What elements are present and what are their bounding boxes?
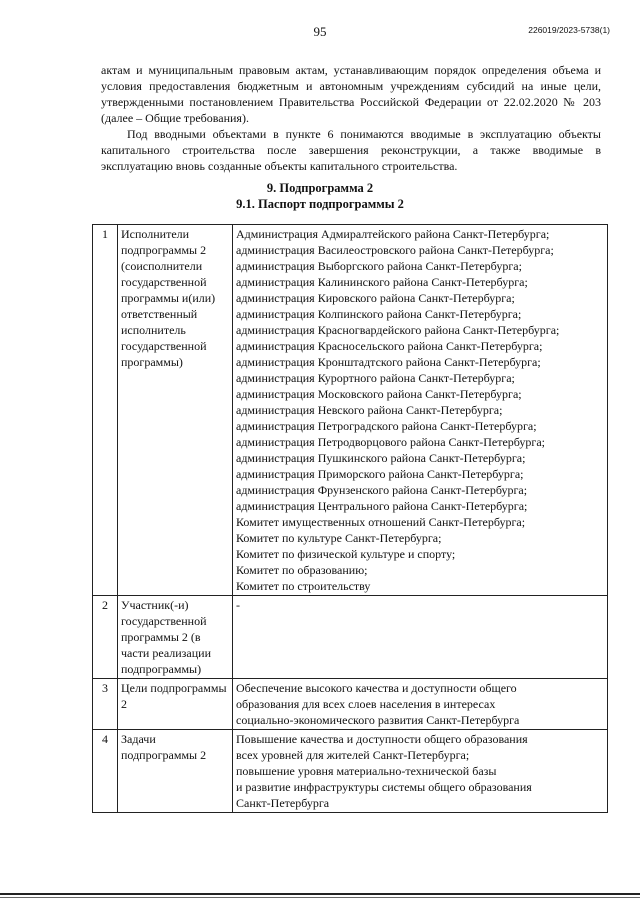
row-value — [233, 679, 608, 730]
value-line: Санкт-Петербурга — [236, 796, 330, 810]
intro-text — [101, 62, 601, 174]
row-value — [233, 225, 608, 596]
value-line: Обеспечение высокого качества и доступности общего — [236, 681, 517, 695]
row-value — [233, 730, 608, 813]
table-row — [93, 730, 608, 813]
value-line: всех уровней для жителей Санкт-Петербурга; — [236, 748, 470, 762]
value-line: Комитет по физической культуре и спорту; — [236, 547, 456, 561]
passport-table — [92, 224, 608, 813]
value-line: администрация Курортного района Санкт-Петербурга; — [236, 371, 515, 385]
intro-paragraph-2: Под вводными объектами в пункте 6 понимаются вводимые в эксплуатацию объекты капитального строительства после завершения реконструкции, а также вводимые в эксплуатацию вновь созданные объекты капитального строительства. — [101, 127, 601, 173]
value-line: администрация Выборгского района Санкт-Петербурга; — [236, 259, 522, 273]
value-line: повышение уровня материально-технической базы — [236, 764, 497, 778]
value-line: администрация Кировского района Санкт-Петербурга; — [236, 291, 515, 305]
value-line: Повышение качества и доступности общего образования — [236, 732, 528, 746]
value-line: Комитет по культуре Санкт-Петербурга; — [236, 531, 442, 545]
value-line: - — [236, 598, 240, 612]
value-line: администрация Калининского района Санкт-Петербурга; — [236, 275, 528, 289]
value-line: администрация Красносельского района Санкт-Петербурга; — [236, 339, 543, 353]
value-line: и развитие инфраструктуры системы общего образования — [236, 780, 532, 794]
row-label: Задачи подпрограммы 2 — [118, 730, 233, 813]
row-label: Участник(-и) государственной программы 2 (в части реализации подпрограммы) — [118, 596, 233, 679]
value-line: администрация Московского района Санкт-Петербурга; — [236, 387, 522, 401]
value-line: Комитет по образованию; — [236, 563, 368, 577]
row-number: 3 — [93, 679, 118, 730]
value-line: администрация Колпинского района Санкт-Петербурга; — [236, 307, 522, 321]
table-row — [93, 225, 608, 596]
value-line: Администрация Адмиралтейского района Санкт-Петербурга; — [236, 227, 550, 241]
table-row — [93, 679, 608, 730]
footer-divider-thin — [0, 897, 640, 898]
value-line: администрация Приморского района Санкт-Петербурга; — [236, 467, 524, 481]
value-line: администрация Кронштадтского района Санкт-Петербурга; — [236, 355, 541, 369]
row-label: Цели подпрограммы 2 — [118, 679, 233, 730]
table-row — [93, 596, 608, 679]
value-line: администрация Василеостровского района Санкт-Петербурга; — [236, 243, 554, 257]
value-line: администрация Фрунзенского района Санкт-Петербурга; — [236, 483, 528, 497]
value-line: администрация Пушкинского района Санкт-Петербурга; — [236, 451, 526, 465]
page-number: 95 — [313, 24, 327, 39]
value-line: администрация Невского района Санкт-Петербурга; — [236, 403, 503, 417]
value-line: социально-экономического развития Санкт-Петербурга — [236, 713, 520, 727]
footer-divider — [0, 893, 640, 895]
row-number: 4 — [93, 730, 118, 813]
row-value — [233, 596, 608, 679]
section-subtitle: 9.1. Паспорт подпрограммы 2 — [236, 197, 404, 211]
value-line: образования для всех слоев населения в интересах — [236, 697, 496, 711]
row-number: 1 — [93, 225, 118, 596]
document-code: 226019/2023-5738(1) — [528, 25, 610, 35]
value-line: Комитет имущественных отношений Санкт-Петербурга; — [236, 515, 526, 529]
value-line: администрация Красногвардейского района Санкт-Петербурга; — [236, 323, 560, 337]
row-label: Исполнители подпрограммы 2 (соисполнители государственной программы и(или) ответственный исполнитель государственной программы) — [118, 225, 233, 596]
row-number: 2 — [93, 596, 118, 679]
intro-paragraph-1: актам и муниципальным правовым актам, устанавливающим порядок определения объема и условия предоставления бюджетным и автономным учреждениям субсидий на иные цели, утвержденными постановлением Правительства Российской Федерации от 22.02.2020 № 203 (далее – Общие требования). — [101, 63, 601, 125]
value-line: администрация Центрального района Санкт-Петербурга; — [236, 499, 528, 513]
value-line: Комитет по строительству — [236, 579, 371, 593]
section-title: 9. Подпрограмма 2 — [266, 181, 374, 195]
value-line: администрация Петродворцового района Санкт-Петербурга; — [236, 435, 546, 449]
value-line: администрация Петроградского района Санкт-Петербурга; — [236, 419, 537, 433]
